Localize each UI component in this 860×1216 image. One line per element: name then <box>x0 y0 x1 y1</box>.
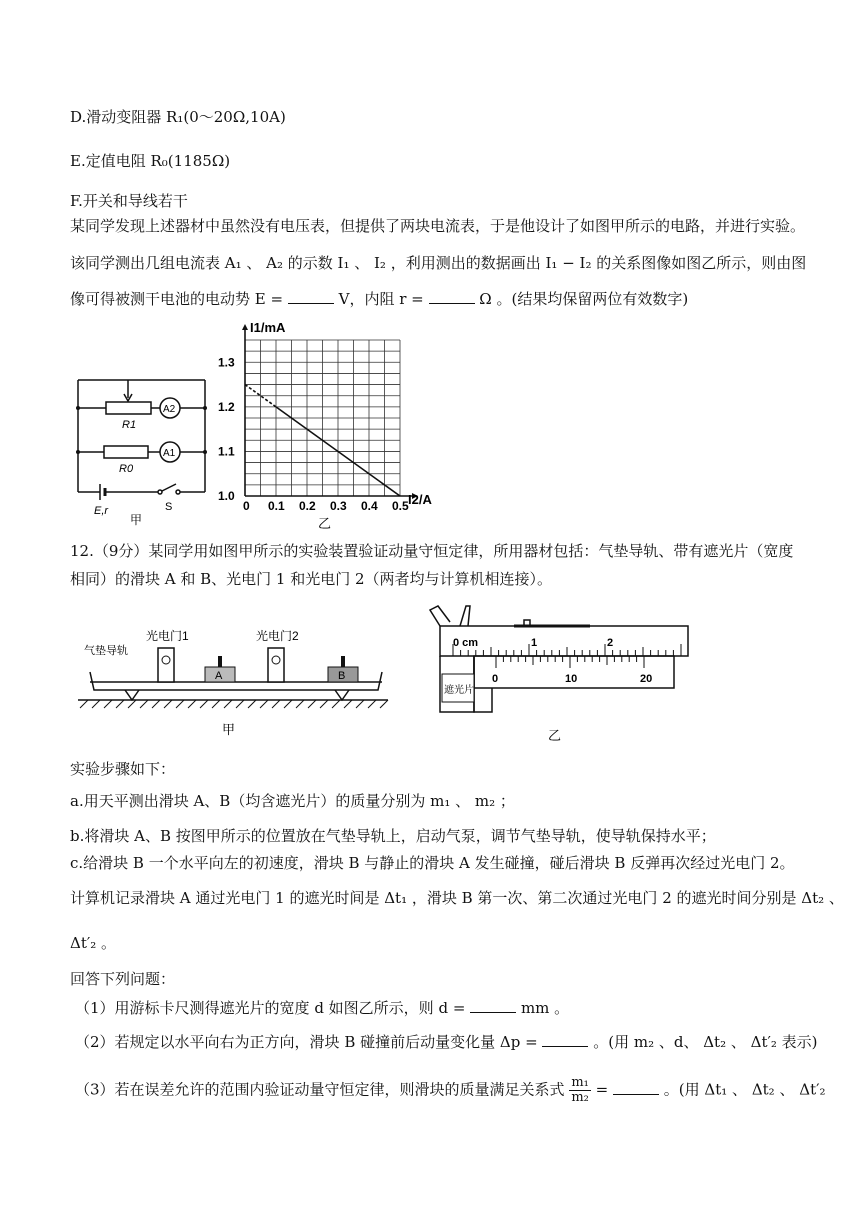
emf-blank[interactable] <box>288 289 334 304</box>
chart-x-label: I2/A <box>408 492 432 507</box>
q11-paragraph-2: 该同学测出几组电流表 A₁ 、 A₂ 的示数 I₁ 、 I₂ ，利用测出的数据画出 I₁ − I₂ 的关系图像如图乙所示，则由图 <box>70 254 807 272</box>
vernier-label-0: 0 <box>492 673 499 685</box>
x-tick-label: 0.2 <box>299 499 316 513</box>
y-axis-arrow <box>242 324 248 330</box>
fraction-numerator: m₁ <box>571 1075 589 1090</box>
label-block-a: A <box>215 670 223 682</box>
x-tick-label: 0.3 <box>330 499 347 513</box>
label-air-track: 气垫导轨 <box>84 645 128 657</box>
item-e: E.定值电阻 R₀(1185Ω) <box>70 152 231 170</box>
label-gate-2: 光电门2 <box>256 629 299 643</box>
x-tick-label: 0 <box>243 499 250 513</box>
answer-title: 回答下列问题： <box>70 970 176 988</box>
label-er: E,r <box>94 505 109 517</box>
fraction-denominator: m₂ <box>571 1090 589 1105</box>
label-r0: R0 <box>119 463 134 475</box>
vernier-label-10: 10 <box>565 673 578 685</box>
i1-i2-chart <box>210 318 460 533</box>
mass-ratio-blank[interactable] <box>613 1080 659 1095</box>
x-tick-label: 0.1 <box>268 499 285 513</box>
q11-precision-note: Ω 。(结果均保留两位有效数字) <box>479 290 689 308</box>
circuit-caption: 甲 <box>130 513 143 527</box>
y-tick-label: 1.2 <box>218 399 235 414</box>
answer-2-text: （2）若规定以水平向右为正方向，滑块 B 碰撞前后动量变化量 Δp = <box>75 1033 538 1051</box>
chart-caption: 乙 <box>318 516 332 531</box>
label-shade-piece: 遮光片 <box>444 685 474 696</box>
step-c: c.给滑块 B 一个水平向左的初速度，滑块 B 与静止的滑块 A 发生碰撞，碰后滑块 B 反弹再次经过光电门 2。 <box>70 854 795 872</box>
label-switch: S <box>165 501 173 513</box>
q11-paragraph-1: 某同学发现上述器材中虽然没有电压表，但提供了两块电流表，于是他设计了如图甲所示的电路，并进行实验。 <box>70 217 806 235</box>
air-track-apparatus <box>70 620 400 740</box>
answer-3-equals: = <box>595 1080 609 1099</box>
chart-y-label: I1/mA <box>250 320 286 335</box>
q11-paragraph-3 <box>70 288 688 309</box>
y-tick-label: 1.1 <box>218 444 235 459</box>
label-gate-1: 光电门1 <box>146 629 189 643</box>
answer-3 <box>75 1076 826 1105</box>
circuit-diagram <box>70 360 220 530</box>
answer-2 <box>75 1031 818 1052</box>
answer-2-hint: 。(用 m₂ 、d、 Δt₂ 、 Δt′₂ 表示) <box>593 1033 818 1051</box>
caliper-label-cm: 0 cm <box>453 637 479 649</box>
answer-1-text: （1）用游标卡尺测得遮光片的宽度 d 如图乙所示，则 d = <box>75 999 466 1017</box>
q12-intro-1: 12.（9分）某同学用如图甲所示的实验装置验证动量守恒定律，所用器材包括：气垫导轨、带有遮光片（宽度 <box>70 542 794 560</box>
step-d-continued: Δt′₂ 。 <box>70 934 117 952</box>
x-tick-label: 0.4 <box>361 499 378 513</box>
caliper-caption: 乙 <box>548 728 562 743</box>
resistance-blank[interactable] <box>429 289 475 304</box>
vernier-label-20: 20 <box>640 673 653 685</box>
q11-resistance-prefix: V，内阻 r = <box>338 290 424 308</box>
step-d: 计算机记录滑块 A 通过光电门 1 的遮光时间是 Δt₁ ，滑块 B 第一次、第二次通过光电门 2 的遮光时间分别是 Δt₂ 、 <box>70 889 844 907</box>
chart-grid <box>245 340 400 496</box>
steps-title: 实验步骤如下： <box>70 760 176 778</box>
answer-3-hint: 。(用 Δt₁ 、 Δt₂ 、 Δt′₂ <box>663 1080 826 1099</box>
y-tick-label: 1.0 <box>218 489 235 503</box>
q12-intro-2: 相同）的滑块 A 和 B、光电门 1 和光电门 2（两者均与计算机相连接）。 <box>70 570 553 588</box>
answer-1 <box>75 997 569 1018</box>
apparatus-caption: 甲 <box>222 722 236 737</box>
momentum-blank[interactable] <box>542 1032 588 1047</box>
width-blank[interactable] <box>470 998 516 1013</box>
mass-ratio-fraction <box>569 1076 591 1105</box>
caliper-label-1: 1 <box>531 637 538 649</box>
item-d: D.滑动变阻器 R₁(0～20Ω,10A) <box>70 108 286 126</box>
step-a: a.用天平测出滑块 A、B（均含遮光片）的质量分别为 m₁ 、 m₂ ； <box>70 792 515 810</box>
answer-1-unit: mm 。 <box>520 999 570 1017</box>
label-a2: A2 <box>163 404 176 415</box>
y-tick-label: 1.3 <box>218 355 235 370</box>
caliper-label-2: 2 <box>607 637 614 649</box>
item-f: F.开关和导线若干 <box>70 192 188 210</box>
q11-emf-prefix: 像可得被测干电池的电动势 E = <box>70 290 284 308</box>
step-b: b.将滑块 A、B 按图甲所示的位置放在气垫导轨上，启动气泵，调节气垫导轨，使导轨保持水平； <box>70 827 716 845</box>
chart-axes <box>242 324 418 499</box>
answer-3-text: （3）若在误差允许的范围内验证动量守恒定律，则滑块的质量满足关系式 <box>75 1080 565 1099</box>
x-tick-label: 0.5 <box>392 499 409 513</box>
label-r1: R1 <box>122 419 137 431</box>
label-block-b: B <box>338 670 346 682</box>
vernier-caliper <box>420 600 700 750</box>
label-a1: A1 <box>163 448 176 459</box>
